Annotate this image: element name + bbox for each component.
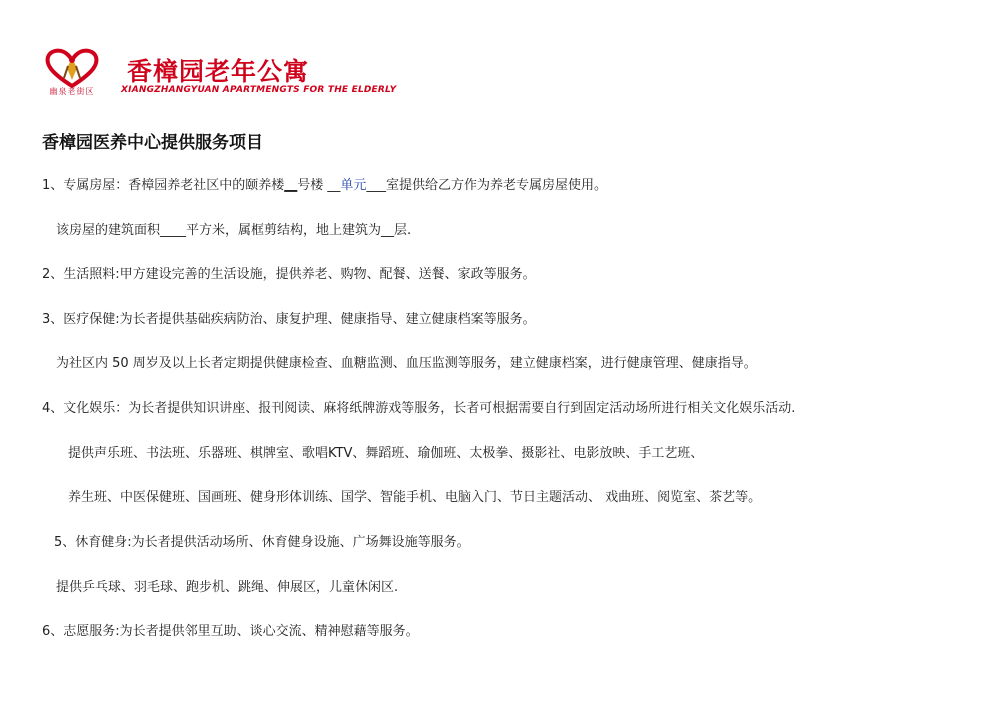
- item-5: 5、休育健身:为长者提供活动场所、休育健身设施、广场舞设施等服务。: [54, 535, 470, 550]
- item-1-text-b: 号楼: [297, 178, 328, 193]
- unit-blank: __: [327, 178, 341, 193]
- brand-name-en: XIANGZHANGYUAN APARTMENGTS FOR THE ELDERLY: [121, 85, 397, 95]
- item-4: 4、文化娱乐：为长者提供知识讲座、报刊阅读、麻将纸牌游戏等服务，长者可根据需要自行到固定活动场所进行相关文化娱乐活动.: [42, 401, 796, 416]
- floors-blank: __: [381, 223, 395, 238]
- item-6: 6、志愿服务:为长者提供邻里互助、谈心交流、精神慰藉等服务。: [42, 624, 419, 639]
- area-text: 该房屋的建筑面积: [56, 223, 161, 238]
- floors-text: 层.: [394, 223, 412, 238]
- area-blank: ____: [160, 223, 187, 238]
- room-blank: ___: [366, 178, 386, 193]
- structure-text: 平方米，属框剪结构，地上建筑为: [186, 223, 382, 238]
- item-4-sub-1: 提供声乐班、书法班、乐器班、棋牌室、歌唱KTV、舞蹈班、瑜伽班、太极拳、摄影社、电影放映、手工艺班、: [68, 446, 704, 461]
- item-2: 2、生活照料:甲方建设完善的生活设施，提供养老、购物、配餐、送餐、家政等服务。: [42, 267, 536, 282]
- item-1: [42, 178, 607, 194]
- item-3-sub: 为社区内 50 周岁及以上长者定期提供健康检查、血糖监测、血压监测等服务，建立健康档案，进行健康管理、健康指导。: [56, 356, 757, 371]
- item-1-text: 1、专属房屋：香樟园养老社区中的颐养楼: [42, 178, 285, 193]
- item-5-sub: 提供乒乓球、羽毛球、跑步机、跳绳、伸展区，儿童休闲区.: [56, 580, 399, 595]
- item-1-text-c: 室提供给乙方作为养老专属房屋使用。: [385, 178, 607, 193]
- unit-label: 单元: [340, 178, 367, 193]
- building-blank: __: [284, 178, 298, 193]
- logo-caption: 幽泉老街区: [49, 87, 95, 96]
- item-3: 3、医疗保健:为长者提供基础疾病防治、康复护理、健康指导、建立健康档案等服务。: [42, 312, 536, 327]
- document-title: 香樟园医养中心提供服务项目: [42, 133, 263, 153]
- item-1-sub: [56, 223, 411, 239]
- brand-name-cn: 香樟园老年公寓: [127, 57, 310, 86]
- item-4-sub-2: 养生班、中医保健班、国画班、健身形体训练、国学、智能手机、电脑入门、节日主题活动、 戏曲班、阅览室、茶艺等。: [68, 490, 762, 505]
